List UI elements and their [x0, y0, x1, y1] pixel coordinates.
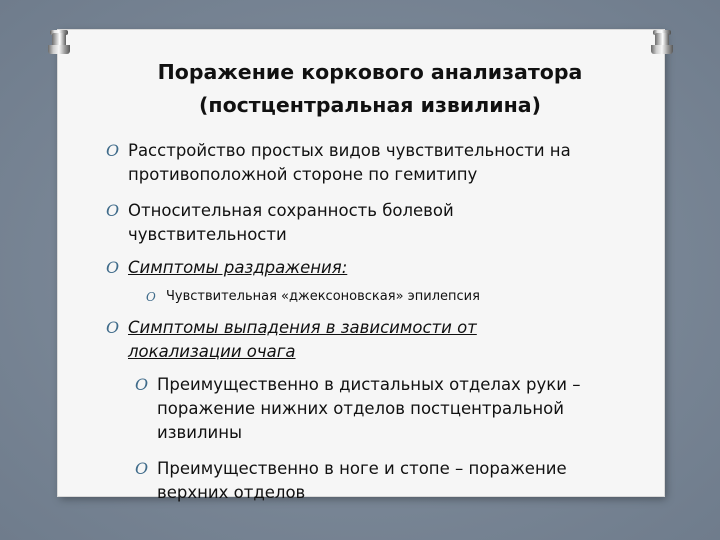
list-item — [106, 199, 628, 247]
list-item-text: извилины — [157, 423, 243, 442]
list-item — [106, 256, 628, 280]
list-item-text: локализации очага — [128, 342, 296, 361]
list-item-text: поражение нижних отделов постцентральной — [157, 399, 564, 418]
list-item — [146, 288, 636, 306]
list-item-text: Симптомы выпадения в зависимости от — [128, 318, 477, 337]
bullet-icon: O — [135, 375, 149, 394]
bullet-icon: O — [106, 201, 120, 220]
bullet-icon: O — [106, 318, 120, 337]
title-line: Поражение коркового анализатора — [157, 60, 583, 84]
list-item — [135, 457, 637, 505]
list-item-text: Относительная сохранность болевой — [128, 201, 454, 220]
list-item-text: чувствительности — [128, 225, 287, 244]
list-item-text: верхних отделов — [157, 483, 306, 502]
bullet-icon: O — [135, 459, 149, 478]
bullet-icon: O — [146, 290, 156, 304]
bullet-icon: O — [106, 141, 120, 160]
list-item — [135, 373, 637, 445]
list-item-text: Расстройство простых видов чувствительности на — [128, 141, 571, 160]
bullet-icon: O — [106, 258, 120, 277]
slide-title — [100, 56, 640, 122]
list-item-text: Преимущественно в дистальных отделах руки – — [157, 375, 581, 394]
list-item-text: Преимущественно в ноге и стопе – поражение — [157, 459, 567, 478]
pushpin-icon — [52, 33, 66, 55]
list-item — [106, 139, 628, 187]
pushpin-icon — [655, 33, 669, 55]
list-item-text: противоположной стороне по гемитипу — [128, 165, 478, 184]
title-line: (постцентральная извилина) — [199, 93, 541, 117]
list-item — [106, 316, 628, 364]
list-item-text: Симптомы раздражения: — [128, 258, 348, 277]
list-item-text: Чувствительная «джексоновская» эпилепсия — [166, 289, 480, 304]
